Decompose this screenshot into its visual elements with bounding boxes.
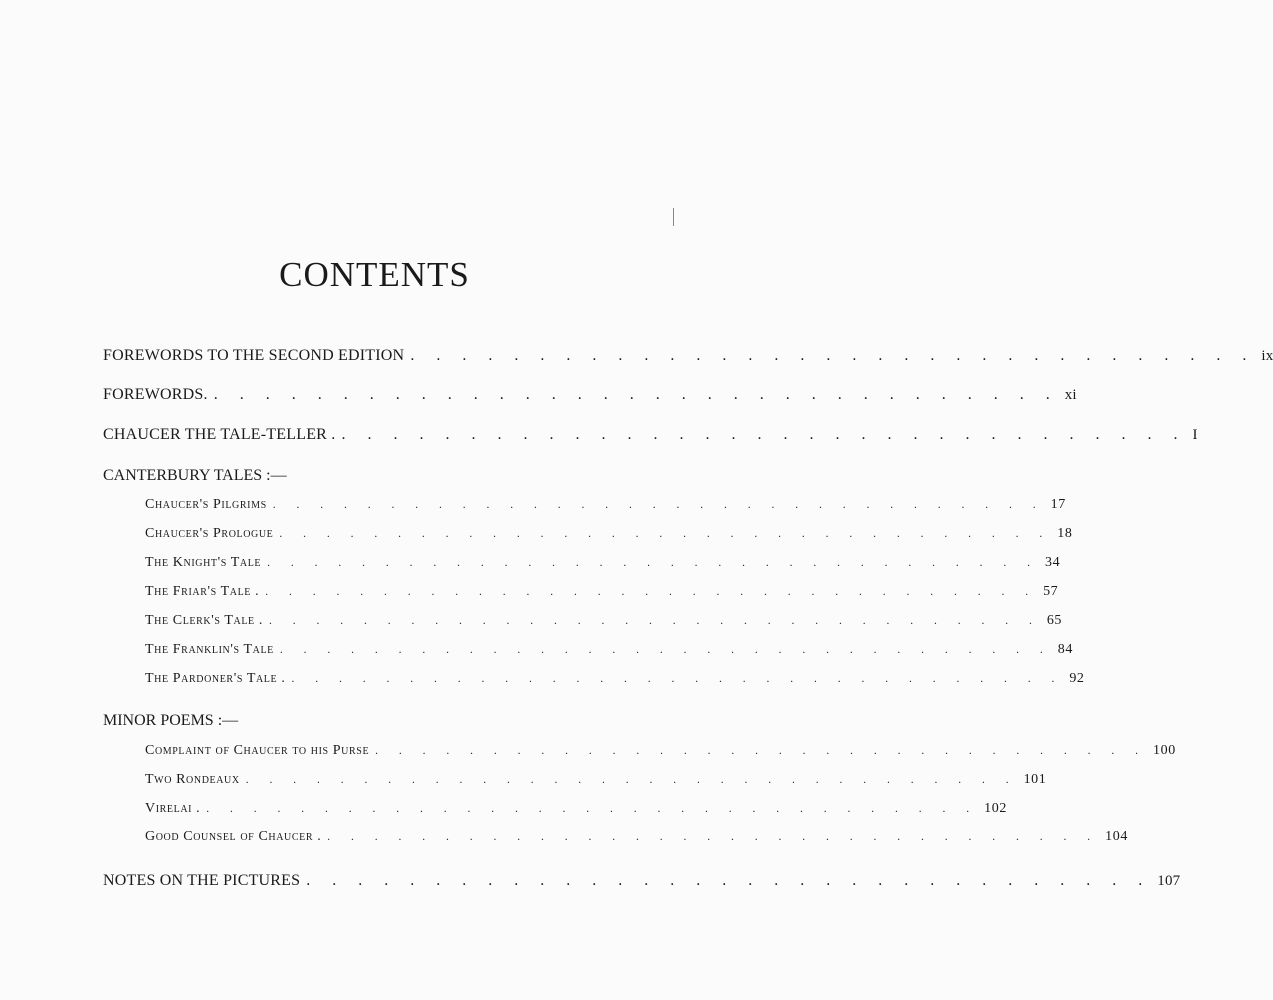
toc-entry-page: ix <box>1261 348 1273 364</box>
leader-dots: . . . . . . . . . . . . . . . . . . . . . . . . . . . . . . . . . <box>306 872 1152 889</box>
toc-subentry <box>145 555 1061 571</box>
leader-dots: . . . . . . . . . . . . . . . . . . . . . . . . . . . . . . . . . <box>291 673 1064 685</box>
toc-subentry-page: 104 <box>1105 829 1128 844</box>
leader-dots: . . . . . . . . . . . . . . . . . . . . . . . . . . . . . . . . . <box>375 745 1148 757</box>
toc-subentry-label: The Friar's Tale . <box>145 584 260 599</box>
leader-dots: . . . . . . . . . . . . . . . . . . . . . . . . . . . . . . . . . <box>279 528 1052 540</box>
toc-subentry <box>145 584 1059 600</box>
toc-subentry-page: 65 <box>1046 613 1063 628</box>
margin-mark <box>673 208 674 226</box>
toc-subentry-page: 101 <box>1023 772 1047 787</box>
leader-dots: . . . . . . . . . . . . . . . . . . . . . . . . . . . . . . . . . <box>213 386 1059 403</box>
toc-entry <box>103 872 1181 890</box>
toc-entry <box>103 386 1077 404</box>
toc-subentry-page: 100 <box>1153 743 1176 758</box>
toc-entry-label: FOREWORDS. <box>103 386 208 403</box>
toc-entry-page: I <box>1192 427 1198 443</box>
toc-entry-label: NOTES ON THE PICTURES <box>103 872 301 889</box>
leader-dots: . . . . . . . . . . . . . . . . . . . . . . . . . . . . . . . . . <box>327 831 1100 843</box>
toc-subentry-page: 34 <box>1045 555 1061 570</box>
section-heading: CANTERBURY TALES :— <box>103 467 287 484</box>
toc-subentry-label: Good Counsel of Chaucer . <box>145 829 322 844</box>
leader-dots: . . . . . . . . . . . . . . . . . . . . . . . . . . . . . . . . . <box>279 644 1052 656</box>
toc-subentry <box>145 829 1128 845</box>
leader-dots: . . . . . . . . . . . . . . . . . . . . . . . . . . . . . . . . . <box>341 426 1187 443</box>
toc-subentry <box>145 497 1066 513</box>
toc-entry <box>103 347 1273 365</box>
toc-subentry <box>145 743 1176 759</box>
leader-dots: . . . . . . . . . . . . . . . . . . . . . . . . . . . . . . . . . <box>245 774 1018 786</box>
toc-entry-page: xi <box>1064 387 1077 403</box>
toc-subentry-label: The Pardoner's Tale . <box>145 671 286 686</box>
section-heading: MINOR POEMS :— <box>103 712 239 729</box>
toc-subentry-label: Two Rondeaux <box>145 772 240 787</box>
toc-subentry-label: Complaint of Chaucer to his Purse <box>145 743 370 758</box>
toc-entry-label: FOREWORDS TO THE SECOND EDITION <box>103 347 405 364</box>
toc-subentry <box>145 772 1047 788</box>
toc-subentry-label: The Franklin's Tale <box>145 642 274 657</box>
toc-subentry-page: 18 <box>1057 526 1073 541</box>
toc-subentry-label: The Clerk's Tale . <box>145 613 263 628</box>
toc-subentry-label: Virelai . <box>145 801 201 816</box>
toc-subentry-label: Chaucer's Pilgrims <box>145 497 267 512</box>
leader-dots: . . . . . . . . . . . . . . . . . . . . . . . . . . . . . . . . . <box>410 347 1256 364</box>
toc-subentry <box>145 526 1073 542</box>
toc-subentry-page: 92 <box>1069 671 1085 686</box>
leader-dots: . . . . . . . . . . . . . . . . . . . . . . . . . . . . . . . . . <box>265 586 1038 598</box>
toc-subentry <box>145 642 1073 658</box>
toc-subentry-page: 57 <box>1043 584 1059 599</box>
toc-subentry-page: 84 <box>1057 642 1073 657</box>
leader-dots: . . . . . . . . . . . . . . . . . . . . . . . . . . . . . . . . . <box>272 499 1045 511</box>
toc-subentry <box>145 801 1007 817</box>
leader-dots: . . . . . . . . . . . . . . . . . . . . . . . . . . . . . . . . . <box>206 803 979 815</box>
toc-entry-label: CHAUCER THE TALE-TELLER . <box>103 426 336 443</box>
toc-subentry <box>145 671 1085 687</box>
toc-entry-page: 107 <box>1157 873 1181 889</box>
toc-subentry-label: Chaucer's Prologue <box>145 526 274 541</box>
toc-subentry-page: 102 <box>984 801 1007 816</box>
page-title: CONTENTS <box>279 255 470 294</box>
toc-subentry-label: The Knight's Tale <box>145 555 262 570</box>
toc-entry <box>103 426 1198 444</box>
leader-dots: . . . . . . . . . . . . . . . . . . . . . . . . . . . . . . . . . <box>268 615 1041 627</box>
leader-dots: . . . . . . . . . . . . . . . . . . . . . . . . . . . . . . . . . <box>267 557 1039 569</box>
toc-subentry-page: 17 <box>1050 497 1066 512</box>
toc-subentry <box>145 613 1063 629</box>
